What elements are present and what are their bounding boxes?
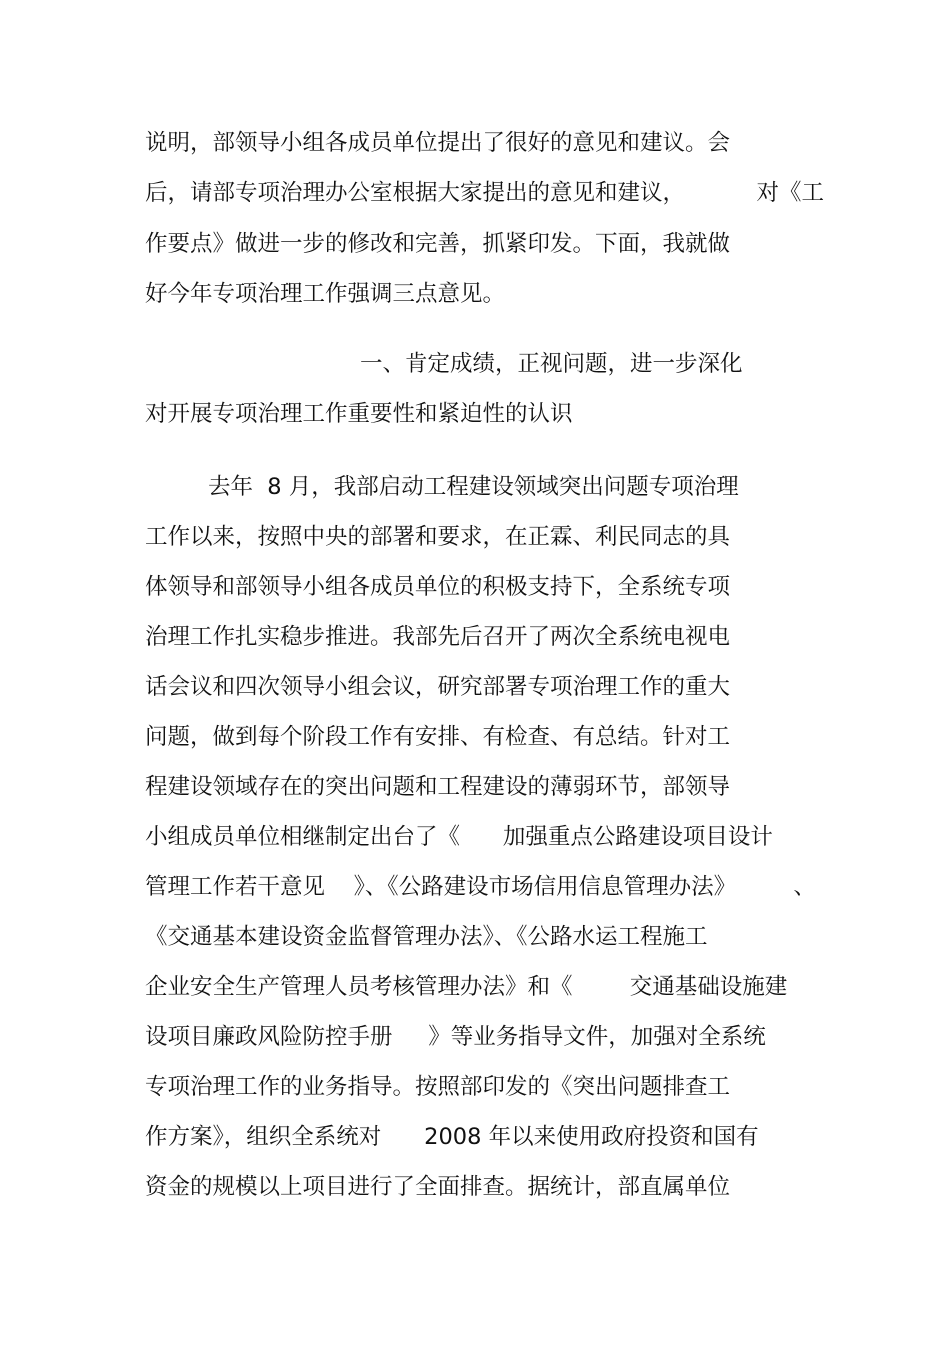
body-line-2: 工作以来，按照中央的部署和要求，在正霖、利民同志的具 [145, 524, 731, 550]
body-line-7: 程建设领域存在的突出问题和工程建设的薄弱环节，部领导 [145, 774, 731, 800]
body-line-15: 资金的规模以上项目进行了全面排查。据统计，部直属单位 [145, 1174, 731, 1200]
body-line-4: 治理工作扎实稳步推进。我部先后召开了两次全系统电视电 [145, 624, 731, 650]
body-line-11: 企业安全生产管理人员考核管理办法》和《 交通基础设施建 [145, 974, 788, 1000]
paragraph-line-3: 作要点》做进一步的修改和完善，抓紧印发。下面，我就做 [145, 231, 731, 257]
paragraph-line-4: 好今年专项治理工作强调三点意见。 [145, 281, 506, 307]
body-line-3: 体领导和部领导小组各成员单位的积极支持下，全系统专项 [145, 574, 731, 600]
body-line-14: 作方案》，组织全系统对 2008 年以来使用政府投资和国有 [145, 1124, 759, 1150]
body-line-12: 设项目廉政风险防控手册 》等业务指导文件，加强对全系统 [145, 1024, 766, 1050]
paragraph-line-2: 后，请部专项治理办公室根据大家提出的意见和建议， 对《工 [145, 180, 825, 206]
body-line-10: 《交通基本建设资金监督管理办法》、《公路水运工程施工 [145, 924, 708, 950]
body-line-13: 专项治理工作的业务指导。按照部印发的《突出问题排查工 [145, 1074, 731, 1100]
body-line-8: 小组成员单位相继制定出台了《 加强重点公路建设项目设计 [145, 824, 773, 850]
body-line-5: 话会议和四次领导小组会议，研究部署专项治理工作的重大 [145, 674, 731, 700]
paragraph-line-1: 说明，部领导小组各成员单位提出了很好的意见和建议。会 [145, 130, 731, 156]
section-heading-line-2: 对开展专项治理工作重要性和紧迫性的认识 [145, 401, 573, 427]
section-heading-line-1: 一、肯定成绩，正视问题，进一步深化 [360, 351, 743, 377]
body-line-1: 去年 8 月，我部启动工程建设领域突出问题专项治理 [208, 474, 739, 500]
body-line-6: 问题，做到每个阶段工作有安排、有检查、有总结。针对工 [145, 724, 731, 750]
body-line-9: 管理工作若干意见 》、《公路建设市场信用信息管理办法》 、 [145, 874, 816, 900]
